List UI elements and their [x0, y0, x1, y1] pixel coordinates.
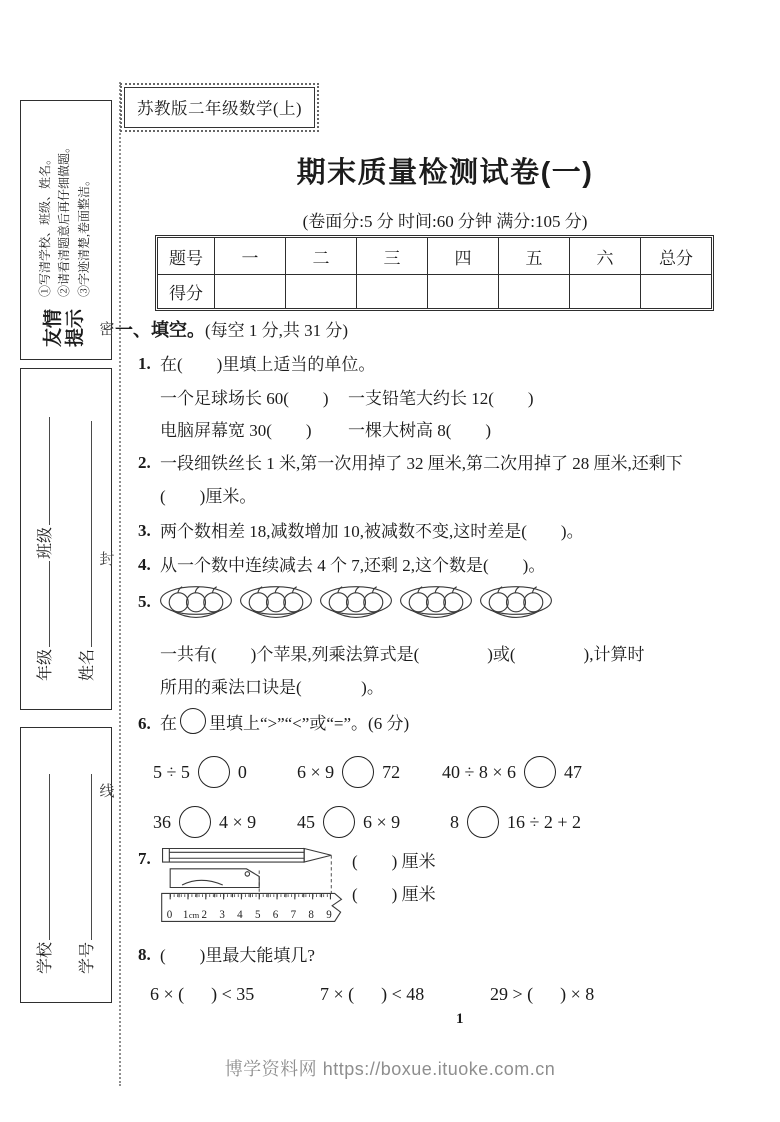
q6-expr-left: 5 ÷ 5	[153, 761, 190, 782]
ruler-label: 0	[166, 909, 173, 922]
ruler-label: 3	[219, 909, 225, 922]
q2-number: 2.	[138, 453, 151, 472]
q1-item-b: 一支铅笔大约长 12( )	[348, 389, 534, 408]
q1-item-c: 电脑屏幕宽 30( )	[160, 421, 312, 440]
grade-label: 年级	[37, 648, 54, 681]
seal-char-mi: 密	[99, 322, 115, 338]
ruler-label: 9	[326, 909, 332, 922]
score-col-5: 五	[499, 238, 570, 275]
ruler-label: 5	[254, 909, 261, 922]
student-id-line	[67, 728, 109, 974]
section-1-heading-note: (每空 1 分,共 31 分)	[205, 321, 349, 340]
score-col-total: 总分	[641, 238, 712, 275]
school-label: 学校	[37, 941, 54, 974]
footer-site-url: 博学资料网 https://boxue.ituoke.com.cn	[224, 1059, 556, 1079]
grade-blank	[36, 561, 50, 647]
seal-char-feng: 封	[99, 552, 115, 568]
q7-answer-2: ( ) 厘米	[352, 885, 436, 904]
ruler-label: 6	[272, 909, 279, 922]
q6-item	[442, 756, 582, 788]
page-title: 期末质量检测试卷(一)	[296, 157, 594, 189]
notice-label-line2: 提示	[65, 308, 86, 347]
score-cell	[428, 275, 499, 309]
q6-item	[297, 806, 400, 838]
q6-heading	[160, 705, 409, 737]
student-id-blank	[78, 774, 92, 940]
q8-number: 8.	[138, 945, 151, 964]
score-cell	[286, 275, 357, 309]
score-cell	[499, 275, 570, 309]
q2-text-line2: ( )厘米。	[160, 487, 257, 506]
score-table	[157, 237, 712, 309]
q6-item	[450, 806, 581, 838]
apple-plates-row	[158, 584, 554, 624]
notice-item-1: ①写清学校、班级、姓名。	[38, 152, 53, 297]
page-number: 1	[456, 1011, 464, 1027]
score-table-score-row	[158, 275, 712, 309]
q1-item-a: 一个足球场长 60( )	[160, 389, 329, 408]
score-cell	[215, 275, 286, 309]
notice-items	[36, 141, 94, 297]
q1-text: 在( )里填上适当的单位。	[160, 355, 376, 374]
class-label: 班级	[37, 526, 54, 559]
q6-expr-left: 36	[153, 811, 171, 832]
school-line	[25, 728, 67, 974]
q6-expr-right: 6 × 9	[363, 811, 401, 832]
seal-dotted-line	[119, 82, 121, 1086]
q6-item	[153, 756, 247, 788]
q4-number: 4.	[138, 555, 151, 574]
score-header-tihao: 题号	[158, 238, 215, 275]
q6-expr-left: 45	[297, 811, 315, 832]
q7-answer-1: ( ) 厘米	[352, 852, 436, 871]
score-cell	[570, 275, 641, 309]
q3-number: 3.	[138, 521, 151, 540]
school-blank	[36, 774, 50, 940]
q6-expr-right: 47	[564, 761, 583, 782]
ruler-label: 8	[308, 909, 314, 922]
ruler-label: 7	[290, 909, 297, 922]
q8-item: 29 > ( ) × 8	[490, 984, 595, 1004]
score-cell	[641, 275, 712, 309]
apple-plate-graphic	[238, 584, 314, 624]
class-blank	[36, 417, 50, 525]
score-col-1: 一	[215, 238, 286, 275]
score-cell	[357, 275, 428, 309]
q8-item: 6 × ( ) < 35	[150, 984, 255, 1004]
compare-circle-icon	[467, 806, 499, 838]
notice-label	[43, 309, 87, 347]
q6-heading-pre: 在	[160, 713, 177, 733]
q6-expr-left: 6 × 9	[297, 761, 335, 782]
q8-text: ( )里最大能填几?	[160, 946, 315, 965]
q6-expr-left: 8	[450, 811, 459, 832]
q6-item	[297, 756, 400, 788]
ruler-label: 1	[182, 909, 189, 922]
q4-text: 从一个数中连续减去 4 个 7,还剩 2,这个数是( )。	[160, 556, 546, 575]
student-info-box	[20, 368, 112, 710]
score-header-defen: 得分	[158, 275, 215, 309]
q6-number: 6.	[138, 714, 151, 733]
score-col-4: 四	[428, 238, 499, 275]
school-info-box	[20, 727, 112, 1003]
section-1-heading	[115, 319, 348, 342]
notice-label-line1: 友情	[43, 308, 65, 347]
q6-expr-right: 0	[237, 761, 247, 782]
q2-text-line1: 一段细铁丝长 1 米,第一次用掉了 32 厘米,第二次用掉了 28 厘米,还剩下	[160, 454, 683, 473]
compare-circle-icon	[180, 708, 206, 734]
apple-plate-graphic	[478, 584, 554, 624]
score-col-3: 三	[357, 238, 428, 275]
seal-char-xian: 线	[99, 784, 115, 800]
q6-expr-right: 16 ÷ 2 + 2	[507, 811, 582, 832]
notice-item-3: ③字迹清楚,卷面整洁。	[76, 173, 91, 297]
ruler-label: 4	[237, 909, 243, 922]
name-blank	[78, 421, 92, 647]
student-id-label: 学号	[79, 941, 96, 974]
q1-number: 1.	[138, 354, 151, 373]
q3-text: 两个数相差 18,减数增加 10,被减数不变,这时差是( )。	[160, 522, 584, 541]
edition-badge: 苏教版二年级数学(上)	[124, 87, 315, 128]
compare-circle-icon	[179, 806, 211, 838]
pencil-icon	[163, 848, 332, 862]
q6-expr-right: 72	[382, 761, 401, 782]
score-table-header-row	[158, 238, 712, 275]
pencil-ruler-graphic	[160, 845, 372, 930]
knife-icon	[170, 869, 259, 888]
q7-number: 7.	[138, 849, 151, 868]
ruler-label: cm	[188, 910, 200, 921]
apple-plate-graphic	[158, 584, 234, 624]
compare-circle-icon	[198, 756, 230, 788]
q8-item: 7 × ( ) < 48	[320, 984, 425, 1004]
q5-text-line1: 一共有( )个苹果,列乘法算式是( )或( ),计算时	[160, 645, 645, 664]
q6-heading-post: 里填上“>”“<”或“=”。(6 分)	[209, 713, 410, 733]
ruler-label: 2	[201, 909, 208, 922]
compare-circle-icon	[524, 756, 556, 788]
info-line-2	[67, 369, 109, 681]
compare-circle-icon	[342, 756, 374, 788]
page-subtitle: (卷面分:5 分 时间:60 分钟 满分:105 分)	[302, 212, 588, 231]
q5-number: 5.	[138, 592, 151, 611]
q1-item-d: 一棵大树高 8( )	[348, 421, 492, 440]
ruler-icon	[162, 893, 342, 921]
compare-circle-icon	[323, 806, 355, 838]
main-content	[115, 0, 760, 1122]
score-col-2: 二	[286, 238, 357, 275]
q6-expr-left: 40 ÷ 8 × 6	[442, 761, 517, 782]
score-col-6: 六	[570, 238, 641, 275]
q5-text-line2: 所用的乘法口诀是( )。	[160, 678, 384, 697]
q6-expr-right: 4 × 9	[219, 811, 257, 832]
apple-plate-graphic	[318, 584, 394, 624]
apple-plate-graphic	[398, 584, 474, 624]
name-label: 姓名	[79, 648, 96, 681]
notice-item-2: ②请看清题意后再仔细做题。	[57, 140, 72, 297]
q6-item	[153, 806, 256, 838]
section-1-heading-bold: 一、填空。	[115, 320, 205, 340]
info-line-1	[25, 369, 67, 681]
